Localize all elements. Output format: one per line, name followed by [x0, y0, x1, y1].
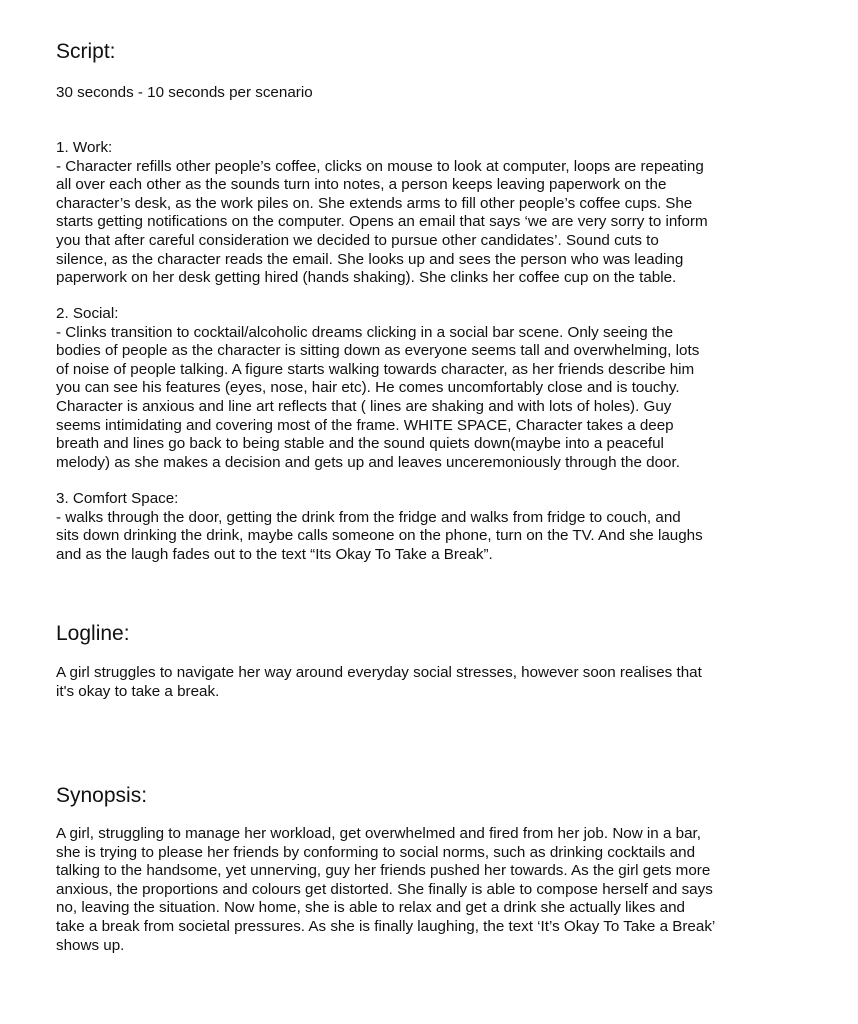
- synopsis-heading: Synopsis:: [56, 784, 148, 807]
- section-work-title: 1. Work:: [56, 139, 113, 156]
- section-work-body: - Character refills other people’s coffee, clicks on mouse to look at computer, loops are repeating all over each other as the sounds turn into notes, a person keeps leaving paperwork on the character’s desk, as the work piles on. She extends arms to fill other people’s coffee cups. She starts getting notifications on the computer. Opens an email that says ‘we are very sorry to inform you that after careful consideration we decided to pursue other candidates’. Sound cuts to silence, as the character reads the email. She looks up and sees the person who was leading paperwork on her desk getting hired (hands shaking). She clinks her coffee cup on the table.: [56, 157, 708, 287]
- section-comfort-body: - walks through the door, getting the drink from the fridge and walks from fridge to couch, and sits down drinking the drink, maybe calls someone on the phone, turn on the TV. And she laughs and as the laugh fades out to the text “Its Okay To Take a Break”.: [56, 508, 703, 563]
- script-heading: Script:: [56, 40, 116, 63]
- section-social-title: 2. Social:: [56, 305, 119, 322]
- logline-heading: Logline:: [56, 622, 130, 645]
- section-social-body: - Clinks transition to cocktail/alcoholic dreams clicking in a social bar scene. Only seeing the bodies of people as the character is sitting down as everyone seems tall and overwhelming, lots of noise of people talking. A figure starts walking towards character, as her friends describe him you can see his features (eyes, nose, hair etc). He comes uncomfortably close and is touchy. Character is anxious and line art reflects that ( lines are shaking and with lots of holes). Guy seems intimidating and covering most of the frame. WHITE SPACE, Character takes a deep breath and lines go back to being stable and the sound quiets down(maybe into a peaceful melody) as she makes a decision and gets up and leaves unceremoniously through the door.: [56, 323, 700, 471]
- logline-body: A girl struggles to navigate her way around everyday social stresses, however soon realises that it's okay to take a break.: [56, 664, 702, 700]
- script-duration: 30 seconds - 10 seconds per scenario: [56, 84, 313, 101]
- synopsis-body: A girl, struggling to manage her workload, get overwhelmed and fired from her job. Now in a bar, she is trying to please her friends by conforming to social norms, such as drinking cocktails and talking to the handsome, yet unnerving, guy her friends pushed her towards. As the girl gets more anxious, the proportions and colours get distorted. She finally is able to compose herself and says no, leaving the situation. Now home, she is able to relax and get a drink she actually likes and take a break from societal pressures. As she is finally laughing, the text ‘It’s Okay To Take a Break’ shows up.: [56, 825, 716, 954]
- section-comfort-title: 3. Comfort Space:: [56, 490, 179, 507]
